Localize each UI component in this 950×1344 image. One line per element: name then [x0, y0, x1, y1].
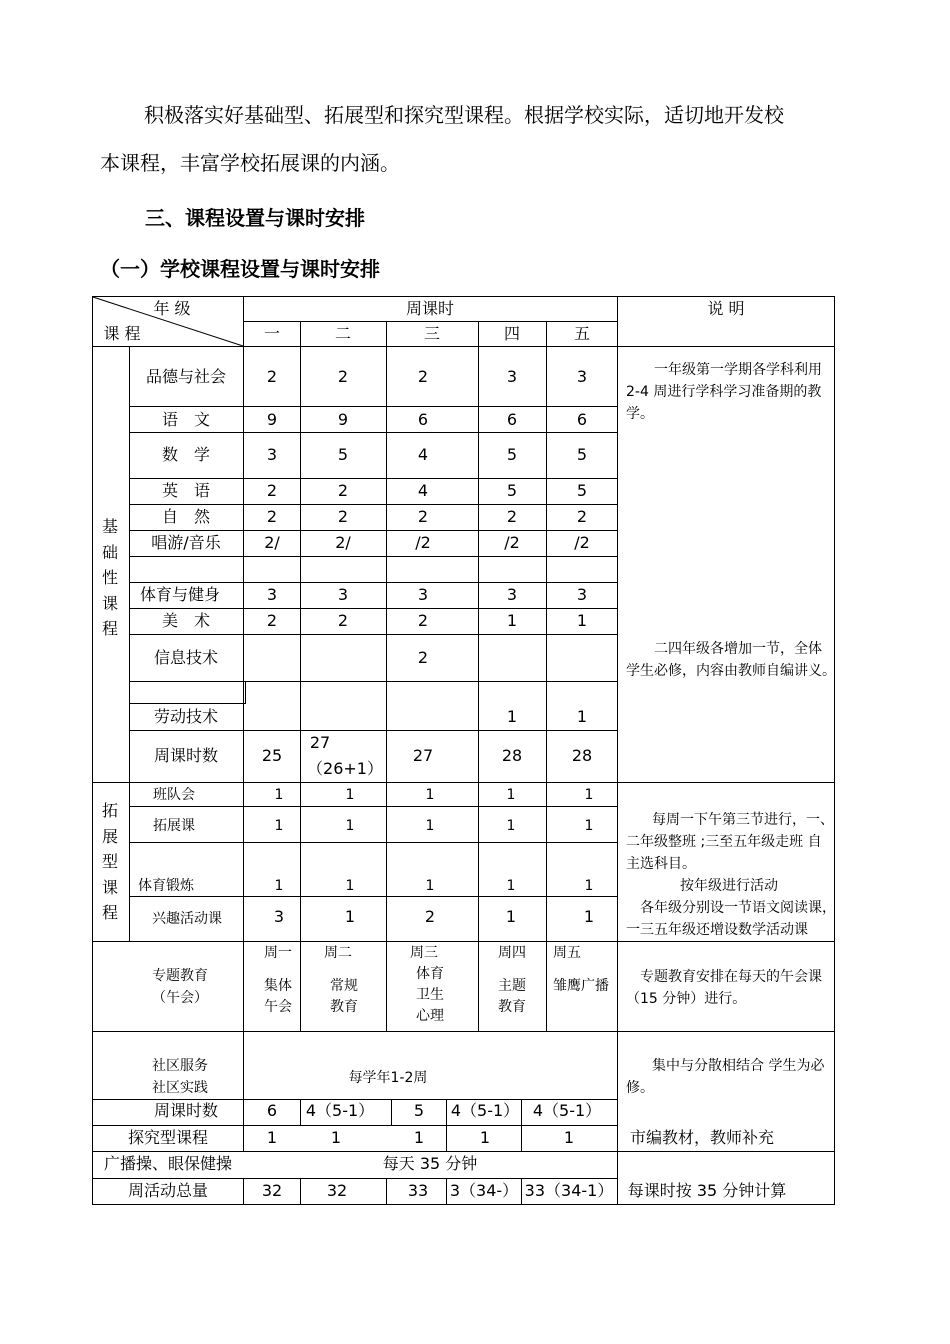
course-name: 自 然: [161, 507, 211, 526]
community-service-name: 社区服务 社区实践: [152, 1058, 208, 1096]
hours-cell: 1: [345, 878, 355, 894]
hours-cell: 3: [417, 585, 429, 604]
hours-cell: 1: [505, 907, 517, 926]
activity-total-cell: 32: [261, 1181, 283, 1200]
total-cell: 28: [501, 746, 523, 765]
topic-note: 专题教育安排在每天的午会课 （15 分钟）进行。: [626, 969, 822, 1007]
header-notes: 说 明: [707, 299, 745, 318]
section-title: 三、课程设置与课时安排: [145, 206, 365, 230]
intro-paragraph-line1: 积极落实好基础型、拓展型和探究型课程。根据学校实际，适切地开发校: [144, 103, 784, 127]
inquiry-note: 市编教材，教师补充: [629, 1128, 775, 1147]
activity-total-cell: 33: [407, 1181, 429, 1200]
total-cell: 27: [412, 746, 434, 765]
course-name: 拓展课: [153, 818, 195, 834]
hours-cell: 2: [337, 611, 349, 630]
hours-cell: 1: [274, 878, 284, 894]
hours-cell: 3: [576, 585, 588, 604]
exercise-value: 每天 35 分钟: [382, 1154, 478, 1173]
extended-note: 每周一下午第三节进行，一、 二年级整班 ;三至五年级走班 自 主选科目。: [626, 812, 834, 872]
hours-cell: 5: [506, 481, 518, 500]
community-note: 集中与分散相结合 学生为必 修。: [626, 1058, 825, 1096]
hours-cell: 1: [274, 818, 284, 834]
course-name: 唱游/音乐: [151, 533, 221, 552]
hours-cell: 4: [417, 481, 429, 500]
hours-cell: 1: [274, 787, 284, 803]
intro-paragraph-line2: 本课程，丰富学校拓展课的内涵。: [100, 151, 400, 175]
hours-cell: 1: [576, 611, 588, 630]
total-cell: 27: [309, 733, 331, 752]
hours-cell: 1: [345, 787, 355, 803]
inquiry-cell: 1: [413, 1128, 425, 1147]
course-name: 信息技术: [153, 648, 219, 667]
hours-cell: 2: [337, 507, 349, 526]
header-grade-3: 三: [423, 324, 441, 343]
hours-cell: 1: [584, 787, 594, 803]
course-name: 兴趣活动课: [152, 911, 222, 927]
hours-cell: 1: [506, 878, 516, 894]
hours-cell: 3: [506, 367, 518, 386]
extended-group-label: 拓 展 型 课 程: [101, 801, 118, 922]
topic-col-mon: 周一 集体 午会: [264, 945, 292, 1015]
hours-cell: 1: [506, 787, 516, 803]
hours-cell: 2/: [264, 533, 280, 552]
hours-cell: 1: [345, 818, 355, 834]
weekly-total-cell: 6: [266, 1101, 278, 1120]
hours-cell: 3: [273, 907, 285, 926]
hours-cell: 1: [506, 611, 518, 630]
inquiry-course-name: 探究型课程: [127, 1128, 209, 1147]
hours-cell: 2: [506, 507, 518, 526]
inquiry-cell: 1: [330, 1128, 342, 1147]
inquiry-cell: 1: [479, 1128, 491, 1147]
header-grade-label: 年 级: [153, 299, 191, 318]
hours-cell: 1: [583, 907, 595, 926]
hours-cell: 2: [417, 611, 429, 630]
weekly-total-cell: 4（5-1）: [450, 1101, 520, 1120]
total-cell: 28: [571, 746, 593, 765]
hours-cell: 2: [417, 367, 429, 386]
hours-cell: /2: [415, 533, 431, 552]
hours-cell: 2: [266, 481, 278, 500]
header-grade-2: 二: [334, 324, 352, 343]
inquiry-cell: 1: [266, 1128, 278, 1147]
header-course-label: 课 程: [103, 324, 141, 343]
hours-cell: 2: [424, 907, 436, 926]
hours-cell: 1: [506, 818, 516, 834]
hours-cell: 3: [337, 585, 349, 604]
course-name: 体育锻炼: [138, 878, 194, 894]
hours-cell: 1: [425, 787, 435, 803]
weekly-total-cell: 4（5-1）: [532, 1101, 602, 1120]
hours-cell: 3: [576, 367, 588, 386]
total-cell: 25: [261, 746, 283, 765]
basic-group-label: 基 础 性 课 程: [101, 517, 118, 638]
topic-col-thu: 周四 主题 教育: [498, 945, 526, 1015]
weekly-total-cell: 4（5-1）: [305, 1101, 375, 1120]
course-name: 英 语: [161, 481, 211, 500]
hours-cell: 2/: [335, 533, 351, 552]
course-name: 美 术: [161, 611, 211, 630]
hours-cell: 4: [417, 445, 429, 464]
topic-col-fri: 周五 雏鹰广播: [553, 945, 609, 994]
community-service-value: 每学年1-2周: [348, 1070, 428, 1086]
hours-cell: 1: [344, 907, 356, 926]
hours-cell: 2: [266, 367, 278, 386]
subsection-title: （一）学校课程设置与课时安排: [100, 257, 380, 281]
course-name: 班队会: [153, 787, 195, 803]
hours-cell: 1: [584, 878, 594, 894]
header-grade-4: 四: [503, 324, 521, 343]
basic-total-name: 周课时数: [153, 746, 219, 765]
activity-total-cell: 3（34-）: [449, 1181, 519, 1200]
hours-cell: 2: [266, 507, 278, 526]
hours-cell: /2: [504, 533, 520, 552]
hours-cell: 5: [506, 445, 518, 464]
hours-cell: 5: [576, 481, 588, 500]
topic-col-tue: 周二 常规 教育: [324, 945, 358, 1015]
hours-cell: 1: [584, 818, 594, 834]
total-cell-sub: （26+1）: [307, 759, 383, 778]
inquiry-cell: 1: [563, 1128, 575, 1147]
weekly-total-cell: 5: [413, 1101, 425, 1120]
exercise-name: 广播操、眼保健操: [103, 1154, 233, 1173]
hours-cell: 1: [506, 707, 518, 726]
hours-cell: 2: [337, 481, 349, 500]
extended-note-interest: 各年级分别设一节语文阅读课， 一三五年级还增设数学活动课: [626, 900, 836, 938]
course-name: 体育与健身: [139, 585, 221, 604]
hours-cell: 6: [417, 410, 429, 429]
hours-cell: 1: [425, 818, 435, 834]
hours-cell: 2: [417, 648, 429, 667]
hours-cell: 6: [576, 410, 588, 429]
hours-cell: 9: [266, 410, 278, 429]
hours-cell: 6: [506, 410, 518, 429]
header-grade-1: 一: [263, 324, 281, 343]
course-name: 语 文: [161, 410, 211, 429]
hours-cell: 2: [266, 611, 278, 630]
course-name: 数 学: [161, 445, 211, 464]
course-name: 品德与社会: [145, 367, 227, 386]
hours-cell: 1: [425, 878, 435, 894]
hours-cell: 5: [576, 445, 588, 464]
hours-cell: 3: [266, 585, 278, 604]
hours-cell: 3: [266, 445, 278, 464]
activity-total-cell: 32: [326, 1181, 348, 1200]
topic-education-name: 专题教育 （午会）: [152, 968, 208, 1006]
hours-cell: 1: [576, 707, 588, 726]
hours-cell: 3: [506, 585, 518, 604]
course-name: 劳动技术: [153, 707, 219, 726]
hours-cell: 2: [337, 367, 349, 386]
basic-note-1: 一年级第一学期各学科利用 2-4 周进行学科学习准备期的教 学。: [626, 362, 822, 422]
hours-cell: 5: [337, 445, 349, 464]
topic-col-wed: 周三 体育 卫生 心理: [410, 945, 444, 1024]
activity-total-cell: 33（34-1）: [524, 1181, 614, 1200]
basic-note-2: 二四年级各增加一节，全体 学生必修，内容由教师自编讲义。: [626, 641, 836, 679]
extended-note-pe: 按年级进行活动: [680, 878, 778, 894]
hours-cell: 2: [417, 507, 429, 526]
activity-total-name: 周活动总量: [127, 1181, 209, 1200]
hours-cell: /2: [574, 533, 590, 552]
hours-cell: 9: [337, 410, 349, 429]
header-grade-5: 五: [573, 324, 591, 343]
weekly-total-name: 周课时数: [153, 1101, 219, 1120]
header-weekly-hours: 周课时: [405, 299, 455, 318]
activity-total-note: 每课时按 35 分钟计算: [627, 1181, 787, 1200]
hours-cell: 2: [576, 507, 588, 526]
